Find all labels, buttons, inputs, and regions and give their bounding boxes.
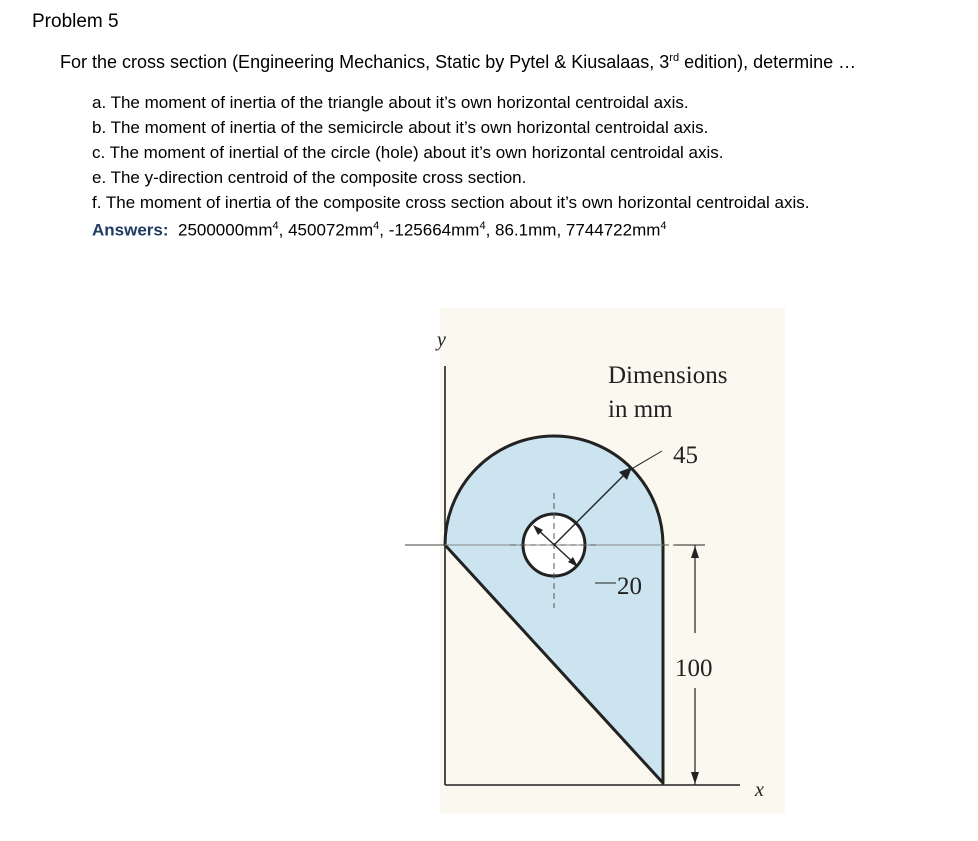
composite-shape (445, 436, 663, 783)
intro-tail: edition), determine … (679, 52, 857, 72)
answer-e: 7744722mm (565, 220, 661, 240)
radius-leader-line (628, 451, 662, 471)
answer-e-exponent: 4 (660, 220, 667, 232)
answer-c: -125664mm (388, 220, 480, 240)
intro-text: For the cross section (Engineering Mechanics, Static by Pytel & Kiusalaas, 3 (60, 52, 670, 72)
question-e: e. The y-direction centroid of the composite cross section. (92, 168, 527, 187)
question-b: b. The moment of inertia of the semicircle about it’s own horizontal centroidal axis. (92, 118, 709, 137)
question-a: a. The moment of inertia of the triangle about it’s own horizontal centroidal axis. (92, 93, 689, 112)
hole-diameter-label: 20 (617, 573, 642, 600)
radius-label: 45 (673, 442, 698, 469)
cross-section-figure (400, 308, 790, 813)
answers-line (92, 214, 667, 243)
dimensions-title: Dimensions (608, 362, 728, 389)
answers-label: Answers: (92, 220, 169, 240)
answer-separator: , (556, 220, 566, 240)
question-list (92, 90, 810, 215)
answer-a: 2500000mm (177, 220, 273, 240)
answer-c-exponent: 4 (479, 220, 486, 232)
answer-separator: , (278, 220, 289, 240)
cross-section-diagram (400, 308, 790, 813)
answer-separator: , (379, 220, 389, 240)
question-c: c. The moment of inertial of the circle (hole) about it’s own horizontal centroidal axis. (92, 143, 724, 162)
answer-b-exponent: 4 (373, 220, 380, 232)
problem-title: Problem 5 (32, 11, 119, 32)
dimensions-units: in mm (608, 396, 673, 423)
y-axis-label: y (437, 329, 446, 351)
answer-b: 450072mm (288, 220, 374, 240)
height-arrow-top (691, 546, 699, 558)
question-f: f. The moment of inertia of the composite cross section about it’s own horizontal centroidal axis. (92, 193, 810, 212)
answer-separator: , (485, 220, 496, 240)
problem-intro (60, 45, 856, 75)
height-label: 100 (675, 655, 713, 682)
height-arrow-bottom (691, 772, 699, 784)
x-axis-label: x (755, 779, 764, 801)
answer-a-exponent: 4 (272, 220, 279, 232)
answer-d: 86.1mm (495, 220, 557, 240)
intro-superscript: rd (669, 52, 680, 64)
